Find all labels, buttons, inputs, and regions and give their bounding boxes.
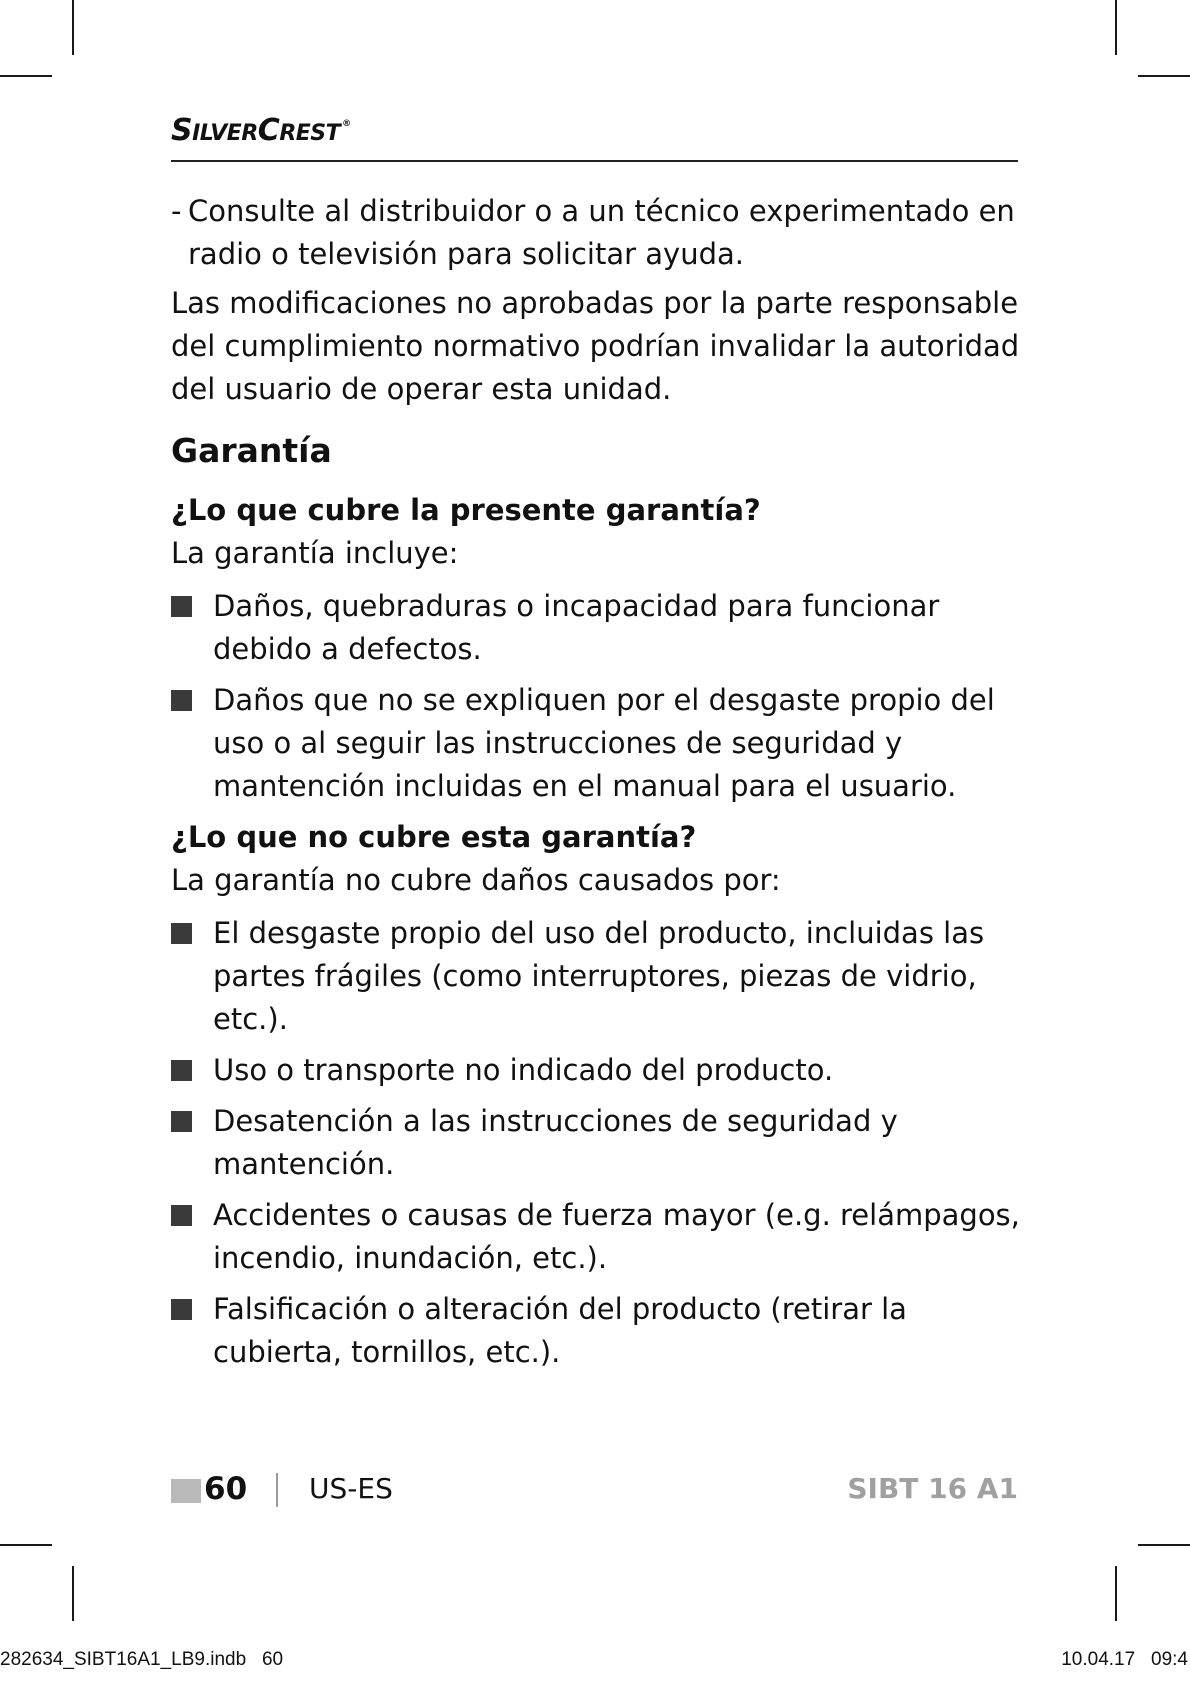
crop-mark-bottom-right-h <box>1138 1544 1190 1546</box>
dash-bullet: - <box>171 194 182 228</box>
print-file-slug: 282634_SIBT16A1_LB9.indb 60 <box>0 1649 284 1670</box>
square-bullet-icon <box>171 1111 192 1132</box>
page-footer <box>171 1469 1018 1509</box>
crop-mark-bottom-left-h <box>0 1544 52 1546</box>
brand-logo: SILVERCREST ® <box>171 113 351 148</box>
not-covered-list <box>171 912 1021 1374</box>
crop-mark-top-left-h <box>0 75 52 77</box>
list-item: Daños que no se expliquen por el desgaste propio del uso o al seguir las instrucciones de seguridad y mantención incluidas en el manual para el usuario. <box>171 679 1021 808</box>
print-date-slug: 10.04.17 09:4 <box>1061 1649 1188 1670</box>
list-item: Daños, quebraduras o incapacidad para funcionar debido a defectos. <box>171 585 1021 671</box>
list-item: Falsificación o alteración del producto (retirar la cubierta, tornillos, etc.). <box>171 1288 1021 1374</box>
page-content <box>171 190 1021 1382</box>
crop-mark-top-left <box>72 0 74 55</box>
covered-list <box>171 585 1021 808</box>
header-rule <box>171 160 1018 162</box>
square-bullet-icon <box>171 690 192 711</box>
square-bullet-icon <box>171 923 192 944</box>
dash-list-item <box>171 190 1021 276</box>
square-bullet-icon <box>171 1060 192 1081</box>
list-item: Uso o transporte no indicado del producto. <box>171 1049 1021 1092</box>
square-bullet-icon <box>171 1205 192 1226</box>
crop-mark-bottom-right <box>1115 1566 1117 1621</box>
covered-heading: ¿Lo que cubre la presente garantía? <box>171 493 761 527</box>
intro-paragraph: Las modificaciones no aprobadas por la parte responsable del cumplimiento normativo podrían invalidar la autoridad del usuario de operar esta unidad. <box>171 286 1020 406</box>
list-item: Accidentes o causas de fuerza mayor (e.g. relámpagos, incendio, inundación, etc.). <box>171 1194 1021 1280</box>
dash-item-text: Consulte al distribuidor o a un técnico experimentado en radio o televisión para solicitar ayuda. <box>188 194 1015 271</box>
page-number: 60 <box>204 1471 248 1507</box>
square-bullet-icon <box>171 1299 192 1320</box>
section-title: Garantía <box>171 431 332 470</box>
list-item: El desgaste propio del uso del producto, incluidas las partes frágiles (como interruptores, piezas de vidrio, etc.). <box>171 912 1021 1041</box>
model-number: SIBT 16 A1 <box>847 1472 1018 1505</box>
language-code: US-ES <box>309 1472 393 1505</box>
crop-mark-top-right <box>1115 0 1117 55</box>
crop-mark-bottom-left <box>72 1566 74 1621</box>
footer-divider <box>276 1473 278 1507</box>
square-bullet-icon <box>171 596 192 617</box>
crop-mark-top-right-h <box>1138 75 1190 77</box>
not-covered-intro: La garantía no cubre daños causados por: <box>171 863 781 897</box>
not-covered-heading: ¿Lo que no cubre esta garantía? <box>171 820 697 854</box>
page-marker-icon <box>171 1479 201 1503</box>
covered-intro: La garantía incluye: <box>171 536 459 570</box>
list-item: Desatención a las instrucciones de seguridad y mantención. <box>171 1100 1021 1186</box>
